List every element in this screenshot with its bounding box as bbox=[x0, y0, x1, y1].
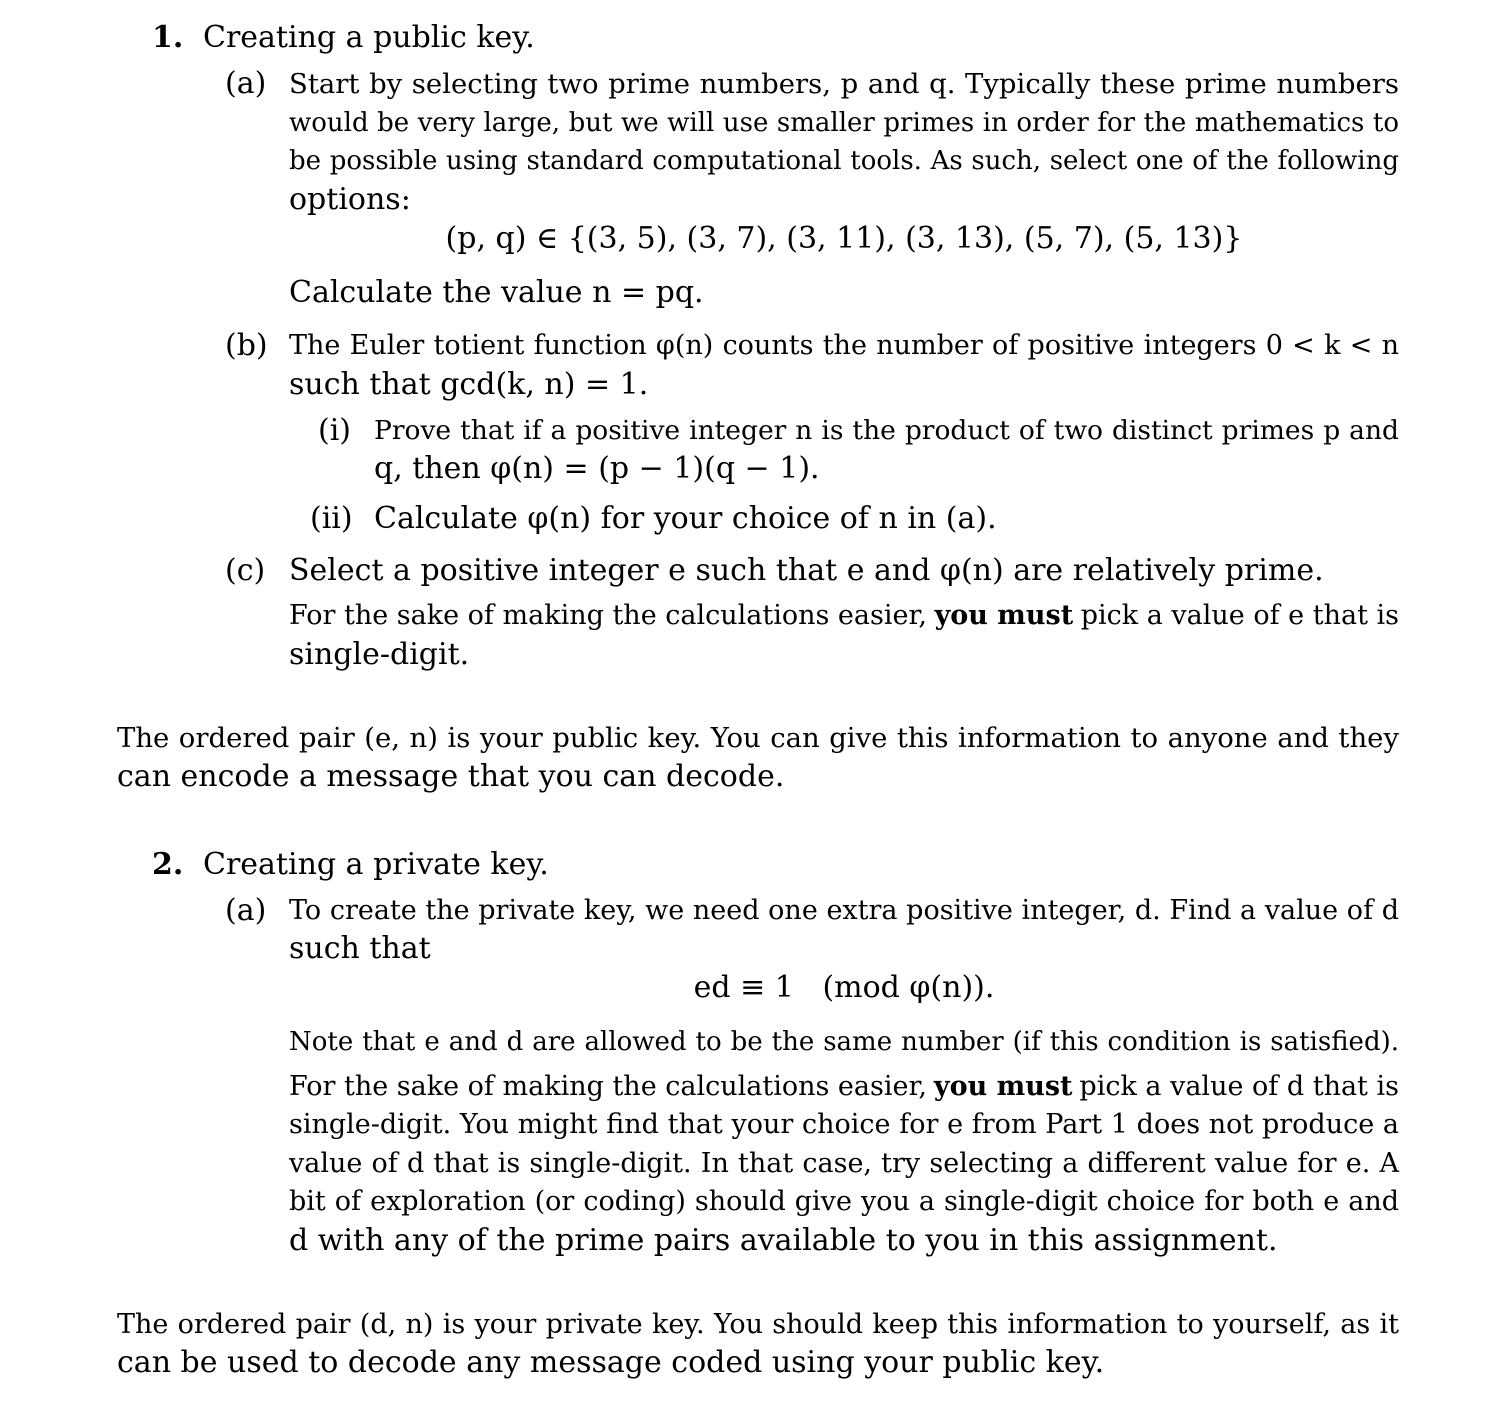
item-2a-must-pre: For the sake of making the calculations easier, bbox=[289, 1071, 927, 1102]
congruence-equation: ed ≡ 1 (mod φ(n)). bbox=[693, 970, 995, 1005]
item-2a-line2: such that bbox=[289, 931, 431, 966]
item-1a-label: (a) bbox=[225, 66, 267, 101]
item-1c-label: (c) bbox=[225, 553, 266, 588]
item-1a-line3: be possible using standard computational tools. As such, select one of the following bbox=[289, 146, 1399, 176]
public-key-para-line2: can encode a message that you can decode. bbox=[117, 759, 785, 794]
item-1a-line1: Start by selecting two prime numbers, p and q. Typically these prime numbers bbox=[289, 68, 1399, 100]
item-1c-line2-emphasis: you must bbox=[934, 600, 1074, 631]
private-key-para-line1: The ordered pair (d, n) is your private key. You should keep this information to yourself, as it bbox=[117, 1309, 1399, 1340]
section-2-title: Creating a private key. bbox=[203, 847, 549, 882]
item-1c-line2-pre: For the sake of making the calculations easier, bbox=[289, 600, 927, 631]
item-2a-must-emphasis: you must bbox=[933, 1071, 1073, 1102]
item-2a-note: Note that e and d are allowed to be the same number (if this condition is satisfied). bbox=[289, 1027, 1399, 1057]
item-2a-must-post: pick a value of d that is bbox=[1079, 1071, 1399, 1102]
item-1b-ii-label: (ii) bbox=[310, 501, 353, 536]
item-1b-i-line2: q, then φ(n) = (p − 1)(q − 1). bbox=[374, 451, 820, 486]
item-2a-line-b: value of d that is single-digit. In that case, try selecting a different value for e. A bbox=[289, 1148, 1399, 1179]
item-1b-line1: The Euler totient function φ(n) counts the number of positive integers 0 < k < n bbox=[289, 330, 1399, 361]
item-1a-line2: would be very large, but we will use smaller primes in order for the mathematics to bbox=[289, 108, 1399, 138]
item-1c-line1: Select a positive integer e such that e and φ(n) are relatively prime. bbox=[289, 553, 1324, 588]
item-1b-ii-text: Calculate φ(n) for your choice of n in (a). bbox=[374, 501, 997, 536]
item-1b-line2: such that gcd(k, n) = 1. bbox=[289, 367, 649, 402]
item-1b-i-line1: Prove that if a positive integer n is the product of two distinct primes p and bbox=[374, 415, 1399, 446]
section-2-number: 2. bbox=[152, 847, 184, 882]
section-1-title: Creating a public key. bbox=[203, 20, 535, 55]
public-key-para-line1: The ordered pair (e, n) is your public key. You can give this information to anyone and they bbox=[117, 722, 1399, 754]
item-1b-label: (b) bbox=[225, 328, 268, 363]
item-1c-line2-post: pick a value of e that is bbox=[1080, 600, 1399, 631]
item-1c-line2 bbox=[289, 597, 1399, 636]
item-1b-i-label: (i) bbox=[318, 413, 352, 448]
item-2a-line1: To create the private key, we need one extra positive integer, d. Find a value of d bbox=[289, 895, 1399, 926]
item-1a-line4: options: bbox=[289, 182, 411, 217]
item-2a-line-a: single-digit. You might find that your choice for e from Part 1 does not produce a bbox=[289, 1109, 1399, 1140]
private-key-para-line2: can be used to decode any message coded using your public key. bbox=[117, 1345, 1105, 1380]
item-2a-line-c: bit of exploration (or coding) should give you a single-digit choice for both e and bbox=[289, 1186, 1399, 1217]
item-2a-line-d: d with any of the prime pairs available to you in this assignment. bbox=[289, 1223, 1278, 1258]
calc-n-instruction: Calculate the value n = pq. bbox=[289, 275, 704, 310]
prime-pairs-equation: (p, q) ∈ {(3, 5), (3, 7), (3, 11), (3, 13), (5, 7), (5, 13)} bbox=[445, 221, 1243, 256]
item-2a-must-line bbox=[289, 1068, 1399, 1107]
item-1c-line3: single-digit. bbox=[289, 637, 470, 672]
item-2a-label: (a) bbox=[225, 893, 267, 928]
section-1-number: 1. bbox=[152, 20, 184, 55]
